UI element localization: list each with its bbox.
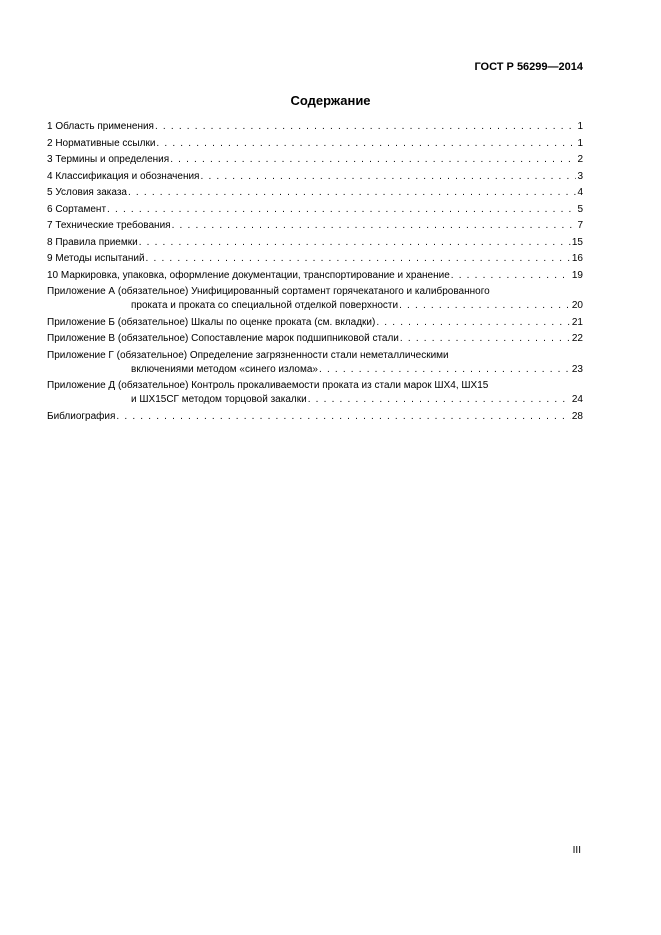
- toc-entry-page: 1: [577, 137, 583, 149]
- toc-entry-4[interactable]: [47, 170, 583, 184]
- leader-dots: [107, 203, 576, 217]
- toc-entry-1[interactable]: [47, 120, 583, 134]
- toc-entry-text-first-line: Приложение Г (обязательное) Определение загрязненности стали неметаллическими: [47, 349, 449, 361]
- toc-entry-page: 1: [577, 121, 583, 132]
- toc-entry-page: 23: [571, 363, 583, 375]
- toc-entry-page: 22: [571, 333, 583, 344]
- leader-dots: [146, 252, 571, 266]
- toc-entry-text: 2 Нормативные ссылки: [47, 137, 156, 149]
- toc-entry-page: 15: [571, 236, 583, 248]
- toc-entry-page: 7: [577, 220, 583, 231]
- leader-dots: [399, 299, 571, 313]
- leader-dots: [200, 170, 576, 184]
- leader-dots: [308, 393, 571, 407]
- leader-dots: [116, 410, 570, 424]
- toc-entry-text: 10 Маркировка, упаковка, оформление документации, транспортирование и хранение: [47, 269, 450, 281]
- toc-entry-text: 7 Технические требования: [47, 220, 171, 231]
- toc-title: Содержание: [290, 93, 371, 108]
- toc-entry-text-first-line: Приложение Д (обязательное) Контроль прокаливаемости проката из стали марок ШХ4, ШХ15: [47, 380, 489, 391]
- toc-entry-text: Библиография: [47, 410, 116, 422]
- leader-dots: [400, 332, 571, 346]
- toc-entry-10[interactable]: [47, 269, 583, 283]
- leader-dots: [376, 316, 571, 330]
- toc-entry-7[interactable]: [47, 219, 583, 233]
- toc-bibliography[interactable]: [47, 410, 583, 424]
- leader-dots: [170, 153, 576, 167]
- leader-dots: [156, 137, 576, 151]
- toc-entry-2[interactable]: [47, 137, 583, 151]
- leader-dots: [155, 120, 576, 134]
- page-number: III: [572, 845, 581, 856]
- toc-entry-5[interactable]: [47, 186, 583, 200]
- toc-appendix-d[interactable]: [47, 379, 583, 407]
- toc-entry-page: 19: [571, 269, 583, 281]
- toc-entry-text: 5 Условия заказа: [47, 187, 127, 198]
- leader-dots: [139, 236, 571, 250]
- toc-entry-3[interactable]: [47, 153, 583, 167]
- toc-entry-8[interactable]: [47, 236, 583, 250]
- toc-entry-text: Приложение В (обязательное) Сопоставление марок подшипниковой стали: [47, 333, 399, 344]
- toc-entry-page: 2: [577, 154, 583, 165]
- toc-entry-text: 1 Область применения: [47, 121, 154, 132]
- toc-entry-page: 20: [571, 300, 583, 311]
- leader-dots: [319, 363, 571, 377]
- leader-dots: [451, 269, 571, 283]
- toc-entry-page: 3: [577, 170, 583, 182]
- toc-entry-text: 6 Сортамент: [47, 203, 107, 215]
- toc-entry-6[interactable]: [47, 203, 583, 217]
- toc-entry-text: 8 Правила приемки: [47, 236, 138, 248]
- document-code: ГОСТ Р 56299—2014: [474, 61, 583, 73]
- toc-entry-text: и ШХ15СГ методом торцовой закалки: [131, 394, 307, 405]
- toc-entry-text: включениями методом «синего излома»: [131, 363, 318, 375]
- toc-entry-text: 9 Методы испытаний: [47, 253, 145, 264]
- toc-entry-page: 24: [571, 394, 583, 405]
- toc-entry-text: Приложение Б (обязательное) Шкалы по оценке проката (см. вкладки): [47, 316, 376, 328]
- toc-entry-page: 5: [577, 203, 583, 215]
- toc-entry-text: 4 Классификация и обозначения: [47, 170, 200, 182]
- toc-appendix-a[interactable]: [47, 285, 583, 313]
- toc-entry-page: 4: [577, 187, 583, 198]
- toc-entry-page: 28: [571, 410, 583, 422]
- table-of-contents: [47, 120, 583, 426]
- toc-entry-text: 3 Термины и определения: [47, 154, 170, 165]
- toc-appendix-b[interactable]: [47, 316, 583, 330]
- toc-entry-text-first-line: Приложение А (обязательное) Унифицированный сортамент горячекатаного и калиброванного: [47, 286, 490, 297]
- leader-dots: [172, 219, 577, 233]
- toc-appendix-v[interactable]: [47, 332, 583, 346]
- toc-appendix-g[interactable]: [47, 349, 583, 377]
- toc-entry-9[interactable]: [47, 252, 583, 266]
- toc-entry-page: 21: [571, 316, 583, 328]
- toc-entry-page: 16: [571, 253, 583, 264]
- leader-dots: [128, 186, 576, 200]
- toc-entry-text: проката и проката со специальной отделкой поверхности: [131, 300, 399, 311]
